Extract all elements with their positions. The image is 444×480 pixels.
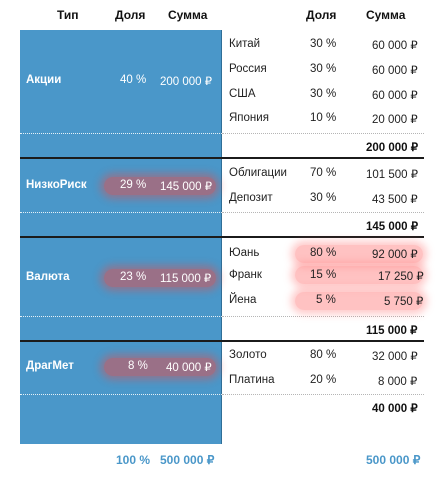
item-name[interactable]: Депозит (229, 192, 273, 204)
header-sum-left: Сумма (168, 8, 208, 22)
footer-right-sum: 500 000 ₽ (366, 453, 421, 467)
group-total: 145 000 ₽ (366, 221, 419, 233)
item-sum: 92 000 ₽ (372, 249, 418, 261)
item-name[interactable]: Китай (229, 38, 261, 50)
group-total: 115 000 ₽ (366, 325, 418, 337)
group-name[interactable]: Валюта (26, 271, 70, 283)
item-name[interactable]: Йена (229, 294, 257, 306)
item-share: 5 % (316, 294, 336, 306)
item-name[interactable]: Юань (229, 247, 260, 259)
item-sum: 60 000 ₽ (372, 40, 418, 52)
item-share: 30 % (310, 63, 337, 75)
item-sum: 5 750 ₽ (384, 296, 424, 308)
item-sum: 17 250 ₽ (378, 271, 424, 283)
item-sum: 8 000 ₽ (378, 376, 418, 388)
group-sum: 200 000 ₽ (160, 76, 213, 88)
group-name[interactable]: ДрагМет (26, 360, 74, 372)
item-sum: 43 500 ₽ (372, 194, 418, 206)
item-name[interactable]: Платина (229, 374, 275, 386)
item-share: 30 % (310, 38, 337, 50)
item-sum: 60 000 ₽ (372, 90, 418, 102)
item-share: 20 % (310, 374, 337, 386)
row-separator (222, 133, 424, 134)
group-total: 200 000 ₽ (366, 142, 419, 154)
group-divider (222, 236, 424, 238)
header-type: Тип (57, 8, 79, 22)
group-total: 40 000 ₽ (372, 403, 418, 415)
item-share: 30 % (310, 88, 337, 100)
item-sum: 20 000 ₽ (372, 114, 418, 126)
item-sum: 32 000 ₽ (372, 351, 418, 363)
group-name[interactable]: Акции (26, 74, 62, 86)
group-divider (20, 340, 222, 342)
group-sum: 40 000 ₽ (166, 362, 212, 374)
item-share: 70 % (310, 167, 337, 179)
group-share: 40 % (120, 74, 147, 86)
group-share: 23 % (120, 271, 147, 283)
group-sum: 145 000 ₽ (160, 181, 213, 193)
item-share: 30 % (310, 192, 337, 204)
row-separator (20, 394, 222, 395)
row-separator (222, 394, 424, 395)
group-divider (222, 157, 424, 159)
item-name[interactable]: Россия (229, 63, 267, 75)
group-share: 8 % (128, 360, 148, 372)
item-sum: 101 500 ₽ (366, 169, 419, 181)
item-name[interactable]: США (229, 88, 256, 100)
group-divider (20, 236, 222, 238)
footer-share: 100 % (116, 453, 151, 467)
group-name[interactable]: НизкоРиск (26, 179, 87, 191)
header-share-right: Доля (306, 8, 337, 22)
item-name[interactable]: Облигации (229, 167, 287, 179)
item-share: 80 % (310, 349, 337, 361)
item-sum: 60 000 ₽ (372, 65, 418, 77)
item-name[interactable]: Золото (229, 349, 267, 361)
item-name[interactable]: Франк (229, 269, 262, 281)
header-sum-right: Сумма (366, 8, 406, 22)
header-share-left: Доля (115, 8, 146, 22)
group-share: 29 % (120, 179, 147, 191)
row-separator (222, 212, 424, 213)
row-separator (20, 212, 222, 213)
group-divider (222, 340, 424, 342)
row-separator (20, 133, 222, 134)
row-separator (20, 316, 222, 317)
item-name[interactable]: Япония (229, 112, 269, 124)
item-share: 15 % (310, 269, 337, 281)
group-sum: 115 000 ₽ (160, 273, 212, 285)
item-share: 10 % (310, 112, 337, 124)
group-divider (20, 157, 222, 159)
row-separator (222, 316, 424, 317)
footer-sum: 500 000 ₽ (160, 453, 215, 467)
item-share: 80 % (310, 247, 337, 259)
